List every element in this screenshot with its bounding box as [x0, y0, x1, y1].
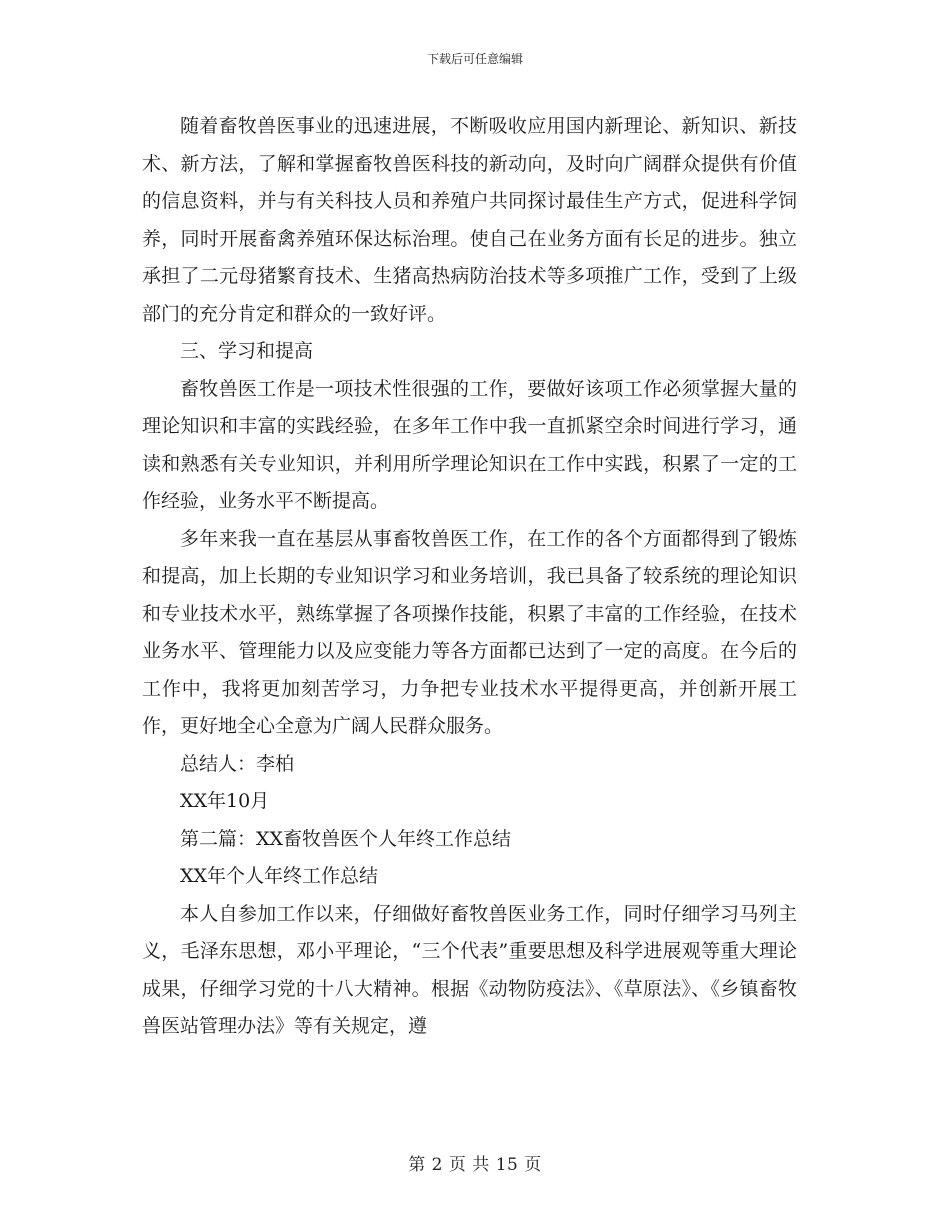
- paragraph-4: 本人自参加工作以来，仔细做好畜牧兽医业务工作，同时仔细学习马列主义，毛泽东思想，邓小平理论，“三个代表”重要思想及科学进展观等重大理论成果，仔细学习党的十八大精神。根据《动物防疫法》、《草原法》、《乡镇畜牧兽医站管理办法》等有关规定，遵: [142, 902, 797, 1037]
- page-header: 下载后可任意编辑: [426, 52, 523, 66]
- page-number: 第 2 页 共 15 页: [408, 1155, 542, 1175]
- document-subtitle: XX年个人年终工作总结: [180, 865, 379, 887]
- document-body: [142, 108, 797, 1046]
- chapter-title: 第二篇：XX畜牧兽医个人年终工作总结: [180, 827, 512, 850]
- paragraph-3: 多年来我一直在基层从事畜牧兽医工作，在工作的各个方面都得到了锻炼和提高，加上长期的专业知识学习和业务培训，我已具备了较系统的理论知识和专业技术水平，熟练掌握了各项操作技能，积累了丰富的工作经验，在技术业务水平、管理能力以及应变能力等各方面都已达到了一定的高度。在今后的工作中，我将更加刻苦学习，力争把专业技术水平提得更高，并创新开展工作，更好地全心全意为广阔人民群众服务。: [142, 527, 797, 737]
- section-heading-3: 三、学习和提高: [180, 340, 314, 362]
- paragraph-2: 畜牧兽医工作是一项技术性很强的工作，要做好该项工作必须掌握大量的理论知识和丰富的实践经验，在多年工作中我一直抓紧空余时间进行学习，通读和熟悉有关专业知识，并利用所学理论知识在工作中实践，积累了一定的工作经验，业务水平不断提高。: [142, 377, 797, 512]
- signature-line: 总结人：李柏: [180, 752, 295, 775]
- date-line: XX年10月: [180, 790, 270, 812]
- paragraph-1: 随着畜牧兽医事业的迅速进展，不断吸收应用国内新理论、新知识、新技术、新方法，了解和掌握畜牧兽医科技的新动向，及时向广阔群众提供有价值的信息资料，并与有关科技人员和养殖户共同探讨最佳生产方式，促进科学饲养，同时开展畜禽养殖环保达标治理。使自己在业务方面有长足的进步。独立承担了二元母猪繁育技术、生猪高热病防治技术等多项推广工作，受到了上级部门的充分肯定和群众的一致好评。: [142, 115, 797, 325]
